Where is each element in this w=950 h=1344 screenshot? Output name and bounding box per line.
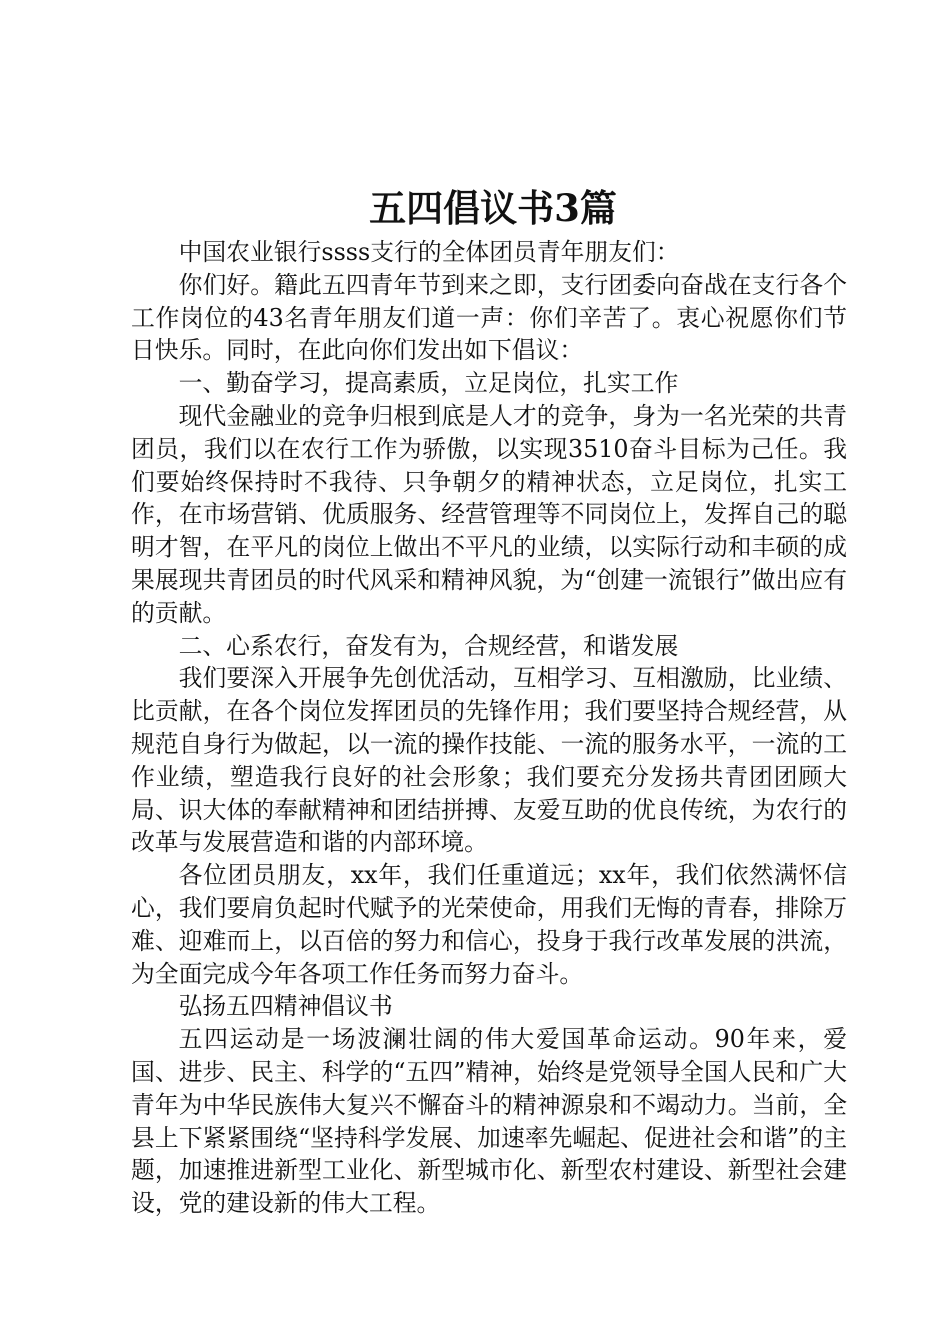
document-title: 五四倡议书3篇 [369,186,617,230]
body-paragraph: 我们要深入开展争先创优活动，互相学习、互相激励，比业绩、比贡献，在各个岗位发挥团员的先锋作用；我们要坚持合规经营，从规范自身行为做起，以一流的操作技能、一流的服务水平，一流的工作业绩，塑造我行良好的社会形象；我们要充分发扬共青团团顾大局、识大体的奉献精神和团结拼搏、友爱互助的优良传统，为农行的改革与发展营造和谐的内部环境。 [131,664,847,857]
body-paragraph: 五四运动是一场波澜壮阔的伟大爱国革命运动。90年来，爱国、进步、民主、科学的“五四”精神，始终是党领导全国人民和广大青年为中华民族伟大复兴不懈奋斗的精神源泉和不竭动力。当前，全县上下紧紧围绕“坚持科学发展、加速率先崛起、促进社会和谐”的主题，加速推进新型工业化、新型城市化、新型农村建设、新型社会建设，党的建设新的伟大工程。 [131,1025,847,1218]
greeting-paragraph: 你们好。籍此五四青年节到来之即，支行团委向奋战在支行各个工作岗位的43名青年朋友们道一声：你们辛苦了。衷心祝愿你们节日快乐。同时，在此向你们发出如下倡议： [131,270,847,365]
section-heading-1: 一、勤奋学习，提高素质，立足岗位，扎实工作 [178,369,679,398]
closing-paragraph: 各位团员朋友，xx年，我们任重道远；xx年，我们依然满怀信心，我们要肩负起时代赋予的光荣使命，用我们无悔的青春，排除万难、迎难而上，以百倍的努力和信心，投身于我行改革发展的洪流，为全面完成今年各项工作任务而努力奋斗。 [131,861,847,988]
body-paragraph: 现代金融业的竞争归根到底是人才的竞争，身为一名光荣的共青团员，我们以在农行工作为骄傲，以实现3510奋斗目标为己任。我们要始终保持时不我待、只争朝夕的精神状态，立足岗位，扎实工作，在市场营销、优质服务、经营管理等不同岗位上，发挥自己的聪明才智，在平凡的岗位上做出不平凡的业绩，以实际行动和丰硕的成果展现共青团员的时代风采和精神风貌，为“创建一流银行”做出应有的贡献。 [131,401,847,627]
section-heading-2: 二、心系农行，奋发有为，合规经营，和谐发展 [178,631,679,660]
salutation: 中国农业银行ssss支行的全体团员青年朋友们： [178,238,680,266]
document-page [131,180,847,1220]
subtitle-heading: 弘扬五四精神倡议书 [178,992,393,1021]
